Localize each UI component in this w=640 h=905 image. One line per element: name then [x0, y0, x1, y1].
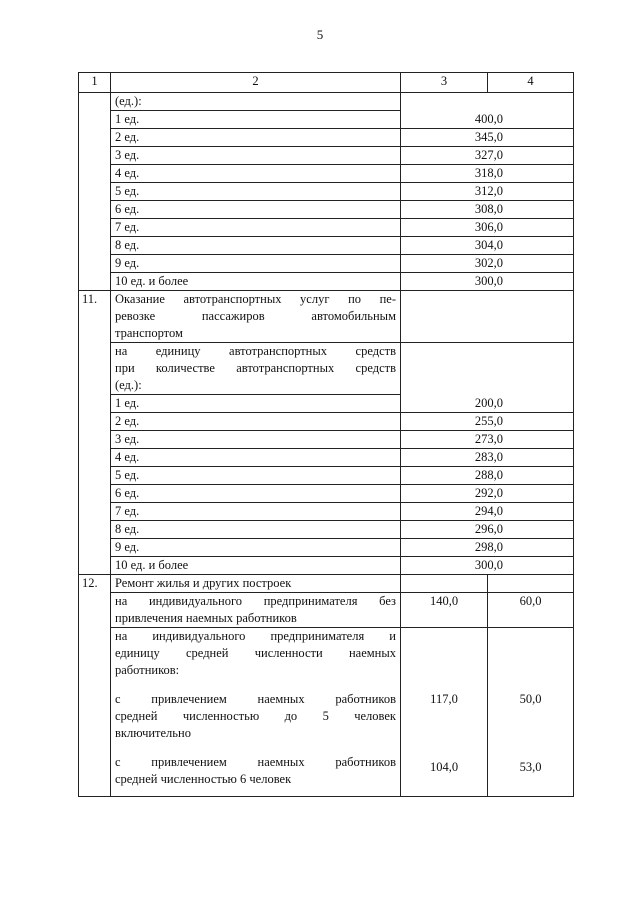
row-label: 3 ед.: [111, 147, 401, 165]
table-row: [79, 255, 574, 273]
row-value: 255,0: [401, 413, 574, 431]
row-value: 327,0: [401, 147, 574, 165]
row-value: 400,0: [401, 111, 574, 129]
table-row: [79, 628, 574, 797]
row-label: на индивидуального предпринимателя без привлечения наемных работников: [111, 593, 401, 628]
col4-value: 53,0: [519, 760, 542, 774]
row-value: 292,0: [401, 485, 574, 503]
table-row: [79, 201, 574, 219]
row-value: 318,0: [401, 165, 574, 183]
table-row: [79, 593, 574, 628]
row-number-cell: [79, 93, 111, 291]
table-row: [79, 147, 574, 165]
col3-value: 140,0: [401, 593, 488, 628]
table-row: [79, 291, 574, 343]
row-label: 1 ед.: [111, 395, 401, 413]
table-row: [79, 273, 574, 291]
row-value: 304,0: [401, 237, 574, 255]
row-label: 5 ед.: [111, 467, 401, 485]
row-label: 4 ед.: [111, 449, 401, 467]
table-row: [79, 521, 574, 539]
row-label: 10 ед. и более: [111, 557, 401, 575]
row-label: 2 ед.: [111, 129, 401, 147]
row-value: 294,0: [401, 503, 574, 521]
table-row: [79, 183, 574, 201]
table-row: [79, 539, 574, 557]
row-label: 9 ед.: [111, 539, 401, 557]
table-row: [79, 165, 574, 183]
row-value: 298,0: [401, 539, 574, 557]
row-label: 10 ед. и более: [111, 273, 401, 291]
table-row: [79, 413, 574, 431]
row-value: 273,0: [401, 431, 574, 449]
table-row: [79, 219, 574, 237]
table-row: [79, 431, 574, 449]
row-value: 312,0: [401, 183, 574, 201]
col3-value: 104,0: [429, 760, 459, 774]
row-value: 200,0: [401, 395, 574, 413]
table-row: [79, 575, 574, 593]
col4-value: 50,0: [519, 692, 542, 706]
col3-value: 117,0: [430, 692, 458, 706]
table-row: [79, 395, 574, 413]
header-col-1: 1: [79, 73, 111, 93]
table-row: [79, 449, 574, 467]
table-row: [79, 237, 574, 255]
row-label: 1 ед.: [111, 111, 401, 129]
row-value: 345,0: [401, 129, 574, 147]
table-header-row: [79, 73, 574, 93]
row-value: 306,0: [401, 219, 574, 237]
row-label: 8 ед.: [111, 521, 401, 539]
row-label: (ед.):: [111, 93, 401, 111]
item-title: Ремонт жилья и других построек: [111, 575, 401, 593]
table-row: [79, 129, 574, 147]
row-label: на индивидуального предпринимателя и единицу средней численности наемных работников: с привлечением наемных работников средней численностью до 5 человек включительно с привлечением наемных работников средней численностью 6 человек: [111, 628, 401, 797]
row-label: 5 ед.: [111, 183, 401, 201]
table-row: [79, 485, 574, 503]
header-col-4: 4: [488, 73, 574, 93]
page-number: 5: [316, 27, 324, 42]
table-row: [79, 503, 574, 521]
tariff-table: [78, 72, 574, 797]
row-label: 2 ед.: [111, 413, 401, 431]
row-label: 4 ед.: [111, 165, 401, 183]
table-row: [79, 93, 574, 111]
item-number: 12.: [79, 575, 111, 797]
row-label: 3 ед.: [111, 431, 401, 449]
row-value: 308,0: [401, 201, 574, 219]
row-label: 6 ед.: [111, 201, 401, 219]
header-col-3: 3: [401, 73, 488, 93]
table-row: [79, 467, 574, 485]
table-row: [79, 557, 574, 575]
item-subtitle: на единицу автотранспортных средств при количестве автотранспортных средств (ед.):: [111, 343, 401, 395]
row-label: 7 ед.: [111, 219, 401, 237]
row-value: 288,0: [401, 467, 574, 485]
item-number: 11.: [79, 291, 111, 575]
row-label: 8 ед.: [111, 237, 401, 255]
row-label: 7 ед.: [111, 503, 401, 521]
row-value: 300,0: [401, 557, 574, 575]
row-value: 283,0: [401, 449, 574, 467]
col4-value: 60,0: [488, 593, 574, 628]
row-value: 296,0: [401, 521, 574, 539]
row-label: 9 ед.: [111, 255, 401, 273]
header-col-2: 2: [111, 73, 401, 93]
row-value: 300,0: [401, 273, 574, 291]
row-label: 6 ед.: [111, 485, 401, 503]
table-row: [79, 111, 574, 129]
row-value: 302,0: [401, 255, 574, 273]
table-row: [79, 343, 574, 395]
item-title: Оказание автотранспортных услуг по пе- ревозке пассажиров автомобильным транспортом: [111, 291, 401, 343]
